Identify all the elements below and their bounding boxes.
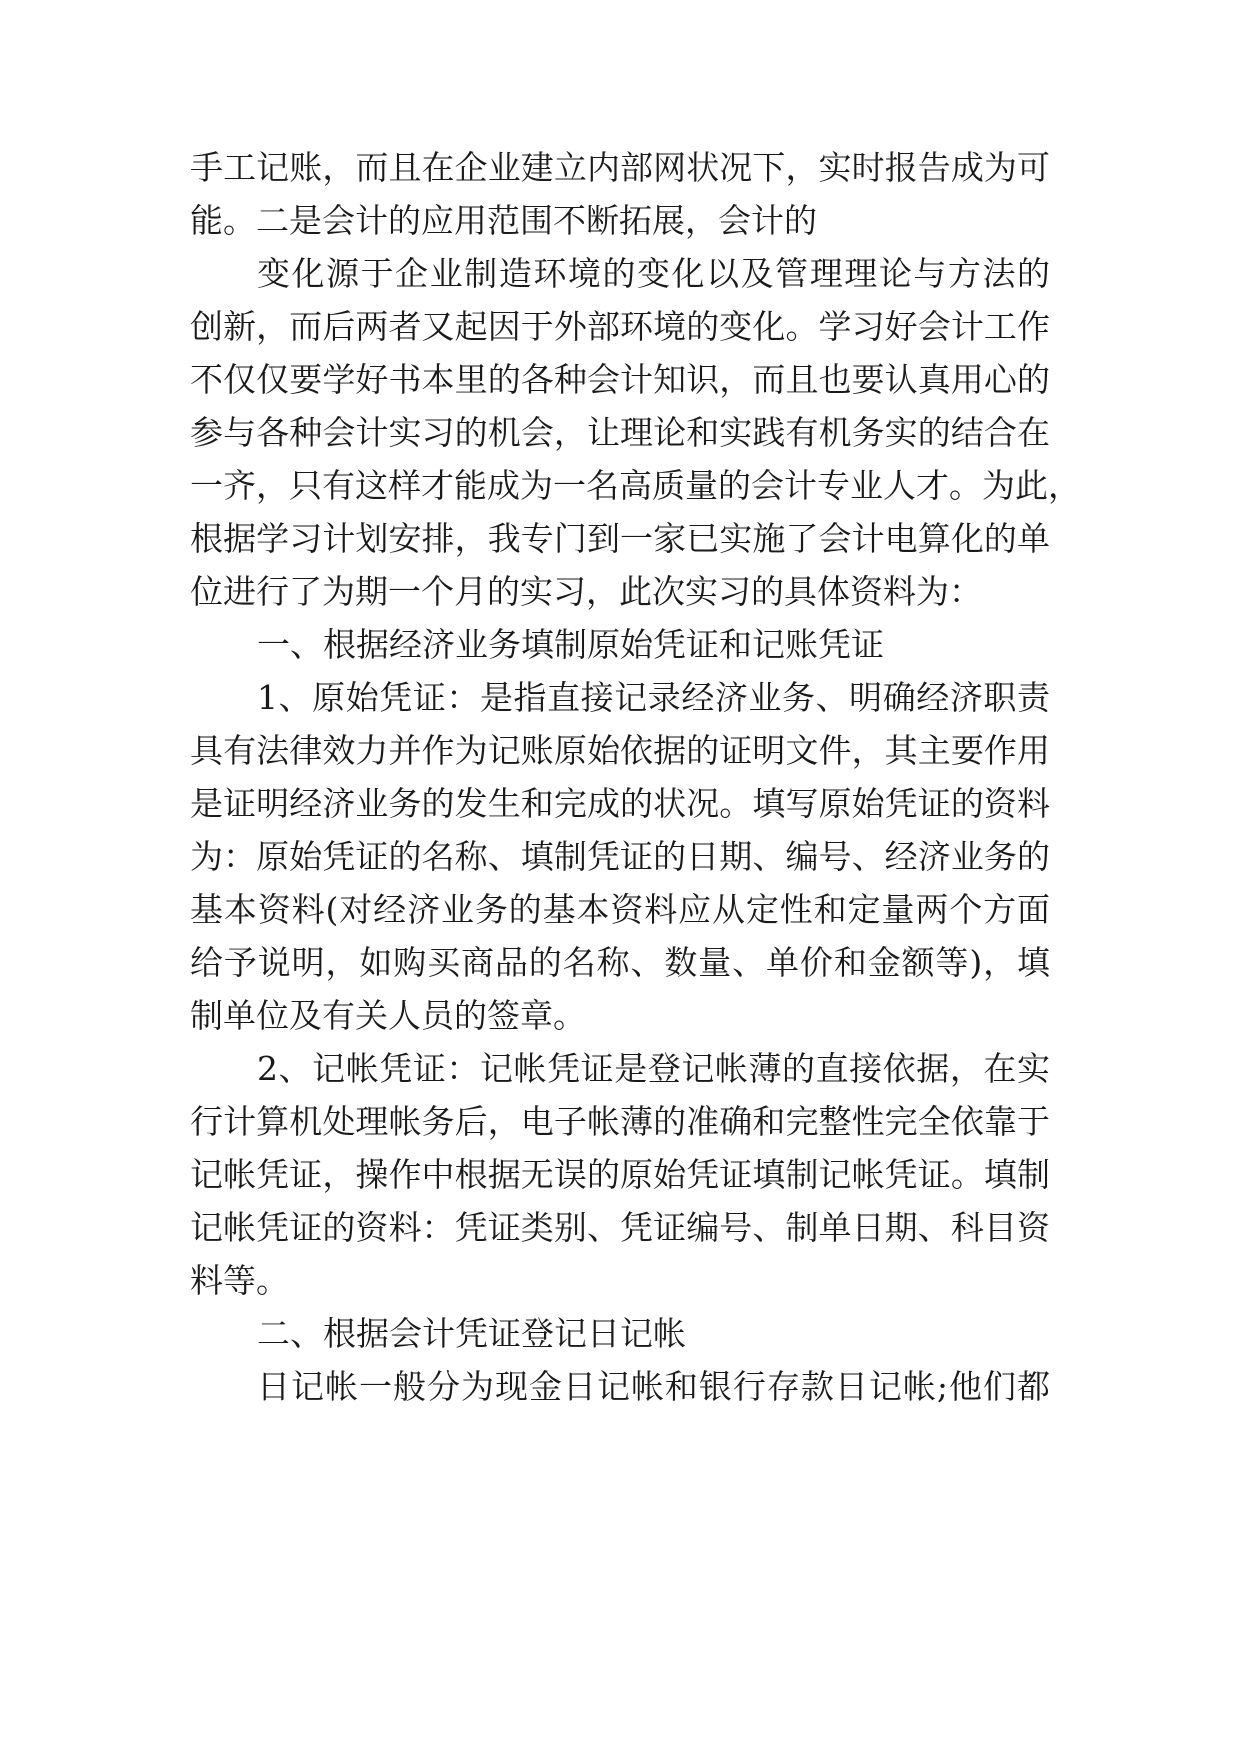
text-line: 手工记账，而且在企业建立内部网状况下，实时报告成为可 xyxy=(190,148,1050,187)
text-line: 能。二是会计的应用范围不断拓展，会计的 xyxy=(190,201,817,240)
text-line: 行计算机处理帐务后，电子帐薄的准确和完整性完全依靠于 xyxy=(190,1102,1050,1141)
text-line: 根据学习计划安排，我专门到一家已实施了会计电算化的单 xyxy=(190,519,1050,558)
paragraph-start-line: 1、原始凭证：是指直接记录经济业务、明确经济职责 xyxy=(257,678,1050,717)
text-line: 具有法律效力并作为记账原始依据的证明文件，其主要作用 xyxy=(190,731,1050,770)
section-heading: 二、根据会计凭证登记日记帐 xyxy=(257,1314,686,1353)
text-line: 不仅仅要学好书本里的各种会计知识，而且也要认真用心的 xyxy=(190,360,1050,399)
section-heading: 一、根据经济业务填制原始凭证和记账凭证 xyxy=(257,625,884,664)
text-line: 位进行了为期一个月的实习，此次实习的具体资料为： xyxy=(190,572,982,611)
text-line: 为：原始凭证的名称、填制凭证的日期、编号、经济业务的 xyxy=(190,837,1050,876)
text-line: 制单位及有关人员的签章。 xyxy=(190,996,586,1035)
paragraph-start-line: 2、记帐凭证：记帐凭证是登记帐薄的直接依据，在实 xyxy=(257,1049,1050,1088)
text-line: 是证明经济业务的发生和完成的状况。填写原始凭证的资料 xyxy=(190,784,1050,823)
text-line: 给予说明，如购买商品的名称、数量、单价和金额等)，填 xyxy=(190,943,1050,982)
text-line: 料等。 xyxy=(190,1261,289,1300)
text-line: 一齐，只有这样才能成为一名高质量的会计专业人才。为此， xyxy=(190,466,1081,505)
text-line: 参与各种会计实习的机会，让理论和实践有机务实的结合在 xyxy=(190,413,1050,452)
text-line: 记帐凭证，操作中根据无误的原始凭证填制记帐凭证。填制 xyxy=(190,1155,1050,1194)
text-line: 基本资料(对经济业务的基本资料应从定性和定量两个方面 xyxy=(190,890,1050,929)
text-line: 记帐凭证的资料：凭证类别、凭证编号、制单日期、科目资 xyxy=(190,1208,1050,1247)
text-line: 创新，而后两者又起因于外部环境的变化。学习好会计工作 xyxy=(190,307,1050,346)
paragraph-start-line: 日记帐一般分为现金日记帐和银行存款日记帐;他们都 xyxy=(257,1367,1050,1406)
paragraph-start-line: 变化源于企业制造环境的变化以及管理理论与方法的 xyxy=(257,254,1050,293)
